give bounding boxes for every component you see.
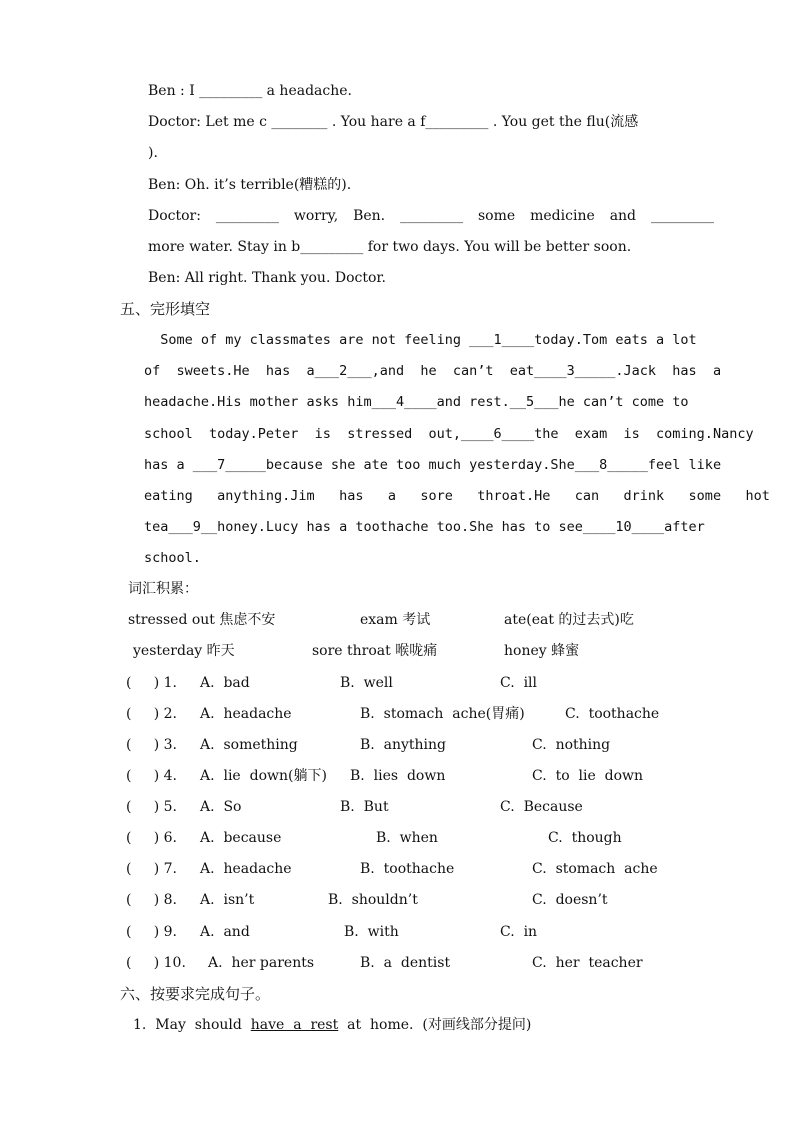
passage-line-8: school.: [144, 550, 201, 566]
dialogue-line-2-cont: ).: [148, 145, 158, 161]
option-a[interactable]: A. something: [200, 737, 298, 753]
dialogue-line-5: more water. Stay in b_________ for two days. You will be better soon.: [148, 239, 632, 255]
passage-line-1: Some of my classmates are not feeling ___1____today.Tom eats a lot: [144, 332, 697, 348]
question-number[interactable]: ( ) 3.: [126, 737, 177, 753]
question-number[interactable]: ( ) 7.: [126, 861, 177, 877]
option-a[interactable]: A. isn’t: [200, 892, 255, 908]
passage-line-5: has a ___7_____because she ate too much yesterday.She___8_____feel like: [144, 457, 722, 473]
option-c[interactable]: C. doesn’t: [532, 892, 608, 908]
option-b[interactable]: B. with: [344, 924, 399, 940]
option-c[interactable]: C. to lie down: [532, 768, 644, 784]
question-number[interactable]: ( ) 4.: [126, 768, 177, 784]
vocab-item: stressed out 焦虑不安: [128, 612, 276, 628]
question-number[interactable]: ( ) 5.: [126, 799, 177, 815]
passage-line-7: tea___9__honey.Lucy has a toothache too.She has to see____10____after: [144, 519, 705, 535]
option-a[interactable]: A. because: [200, 830, 282, 846]
option-c[interactable]: C. though: [548, 830, 622, 846]
passage-line-2: of sweets.He has a___2___,and he can’t eat____3_____.Jack has a: [144, 363, 722, 379]
option-a[interactable]: A. her parents: [208, 955, 315, 971]
option-c[interactable]: C. stomach ache: [532, 861, 658, 877]
question-number[interactable]: ( ) 10.: [126, 955, 186, 971]
underlined-phrase: have a rest: [250, 1017, 339, 1033]
option-b[interactable]: B. But: [340, 799, 389, 815]
option-b[interactable]: B. stomach ache(胃痛): [360, 706, 525, 722]
vocab-item: yesterday 昨天: [133, 643, 235, 659]
option-c[interactable]: C. her teacher: [532, 955, 643, 971]
section-6-title: 六、按要求完成句子。: [120, 985, 271, 1003]
option-b[interactable]: B. well: [340, 675, 393, 691]
option-c[interactable]: C. nothing: [532, 737, 611, 753]
option-c[interactable]: C. ill: [500, 675, 537, 691]
vocab-item: exam 考试: [360, 612, 431, 628]
question-number[interactable]: ( ) 6.: [126, 830, 177, 846]
option-b[interactable]: B. shouldn’t: [328, 892, 418, 908]
option-a[interactable]: A. headache: [200, 861, 292, 877]
option-c[interactable]: C. toothache: [565, 706, 660, 722]
option-b[interactable]: B. toothache: [360, 861, 455, 877]
dialogue-line-1: Ben : I _________ a headache.: [148, 83, 352, 99]
question-number[interactable]: ( ) 9.: [126, 924, 177, 940]
dialogue-line-6: Ben: All right. Thank you. Doctor.: [148, 270, 387, 286]
option-b[interactable]: B. lies down: [350, 768, 446, 784]
dialogue-line-4: Doctor: _________ worry, Ben. _________ some medicine and _________: [148, 208, 714, 224]
dialogue-line-3: Ben: Oh. it’s terrible(糟糕的).: [148, 177, 352, 193]
question-number[interactable]: ( ) 2.: [126, 706, 177, 722]
sentence-1-post: at home. (对画线部分提问): [338, 1017, 532, 1033]
question-number[interactable]: ( ) 1.: [126, 675, 177, 691]
option-a[interactable]: A. lie down(躺下): [200, 768, 327, 784]
question-number[interactable]: ( ) 8.: [126, 892, 177, 908]
passage-line-3: headache.His mother asks him___4____and rest.__5___he can’t come to: [144, 394, 689, 410]
passage-line-6: eating anything.Jim has a sore throat.He can drink some hot: [144, 488, 770, 504]
option-b[interactable]: B. anything: [360, 737, 447, 753]
option-a[interactable]: A. bad: [200, 675, 250, 691]
option-a[interactable]: A. headache: [200, 706, 292, 722]
vocab-title: 词汇积累：: [128, 581, 198, 597]
sentence-1: [133, 1016, 531, 1034]
option-b[interactable]: B. a dentist: [360, 955, 451, 971]
dialogue-line-2: Doctor: Let me c ________ . You hare a f_________ . You get the flu(流感: [148, 114, 639, 130]
option-a[interactable]: A. and: [200, 924, 250, 940]
vocab-item: honey 蜂蜜: [504, 643, 580, 659]
vocab-item: sore throat 喉咙痛: [312, 643, 438, 659]
section-5-title: 五、完形填空: [120, 300, 211, 318]
option-c[interactable]: C. Because: [500, 799, 583, 815]
option-c[interactable]: C. in: [500, 924, 538, 940]
sentence-1-pre: 1. May should: [133, 1017, 251, 1033]
option-b[interactable]: B. when: [376, 830, 438, 846]
vocab-item: ate(eat 的过去式)吃: [504, 612, 634, 628]
option-a[interactable]: A. So: [200, 799, 242, 815]
passage-line-4: school today.Peter is stressed out,____6____the exam is coming.Nancy: [144, 426, 754, 442]
